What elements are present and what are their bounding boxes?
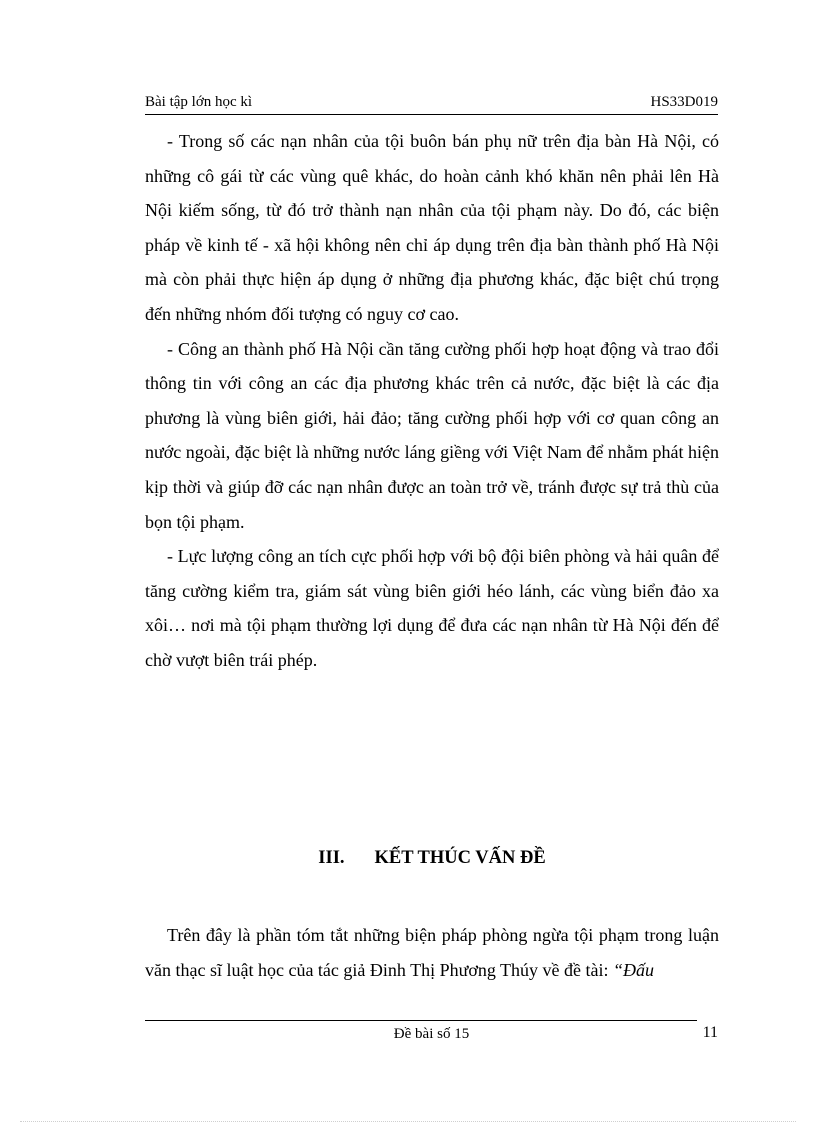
body-text <box>145 124 719 678</box>
paragraph-economic-measures: - Trong số các nạn nhân của tội buôn bán phụ nữ trên địa bàn Hà Nội, có những cô gái từ các vùng quê khác, do hoàn cảnh khó khăn nên phải lên Hà Nội kiếm sống, từ đó trở thành nạn nhân của tội phạm này. Do đó, các biện pháp về kinh tế - xã hội không nên chỉ áp dụng trên địa bàn thành phố Hà Nội mà còn phải thực hiện áp dụng ở những địa phương khác, đặc biệt chú trọng đến những nhóm đối tượng có nguy cơ cao. <box>145 131 719 324</box>
conclusion-italic-title: “Đấu <box>613 959 655 980</box>
header-course-title: Bài tập lớn học kì <box>145 94 253 110</box>
page-number: 11 <box>702 1024 718 1041</box>
paragraph-border-patrol: - Lực lượng công an tích cực phối hợp với bộ đội biên phòng và hải quân để tăng cường kiểm tra, giám sát vùng biên giới héo lánh, các vùng biển đảo xa xôi… nơi mà tội phạm thường lợi dụng để đưa các nạn nhân từ Hà Nội đến để chờ vượt biên trái phép. <box>145 546 719 670</box>
section-heading <box>145 848 719 869</box>
section-number: III. <box>318 848 345 868</box>
footer-divider <box>145 1020 697 1021</box>
footer-assignment-label: Đề bài số 15 <box>393 1026 470 1042</box>
page-bottom-edge <box>20 1121 796 1122</box>
conclusion-body: Trên đây là phần tóm tắt những biện pháp phòng ngừa tội phạm trong luận văn thạc sĩ luật học của tác giả Đinh Thị Phương Thúy về đề tài: <box>145 925 719 980</box>
conclusion-paragraph <box>145 918 719 987</box>
page-header <box>145 92 718 115</box>
conclusion-text <box>145 918 719 987</box>
section-title: KẾT THÚC VẤN ĐỀ <box>374 848 546 868</box>
header-student-code: HS33D019 <box>650 94 718 110</box>
paragraph-police-cooperation: - Công an thành phố Hà Nội cần tăng cường phối hợp hoạt động và trao đổi thông tin với công an các địa phương khác trên cả nước, đặc biệt là các địa phương là vùng biên giới, hải đảo; tăng cường phối hợp với cơ quan công an nước ngoài, đặc biệt là những nước láng giềng với Việt Nam để nhằm phát hiện kịp thời và giúp đỡ các nạn nhân được an toàn trở về, tránh được sự trả thù của bọn tội phạm. <box>145 338 719 532</box>
